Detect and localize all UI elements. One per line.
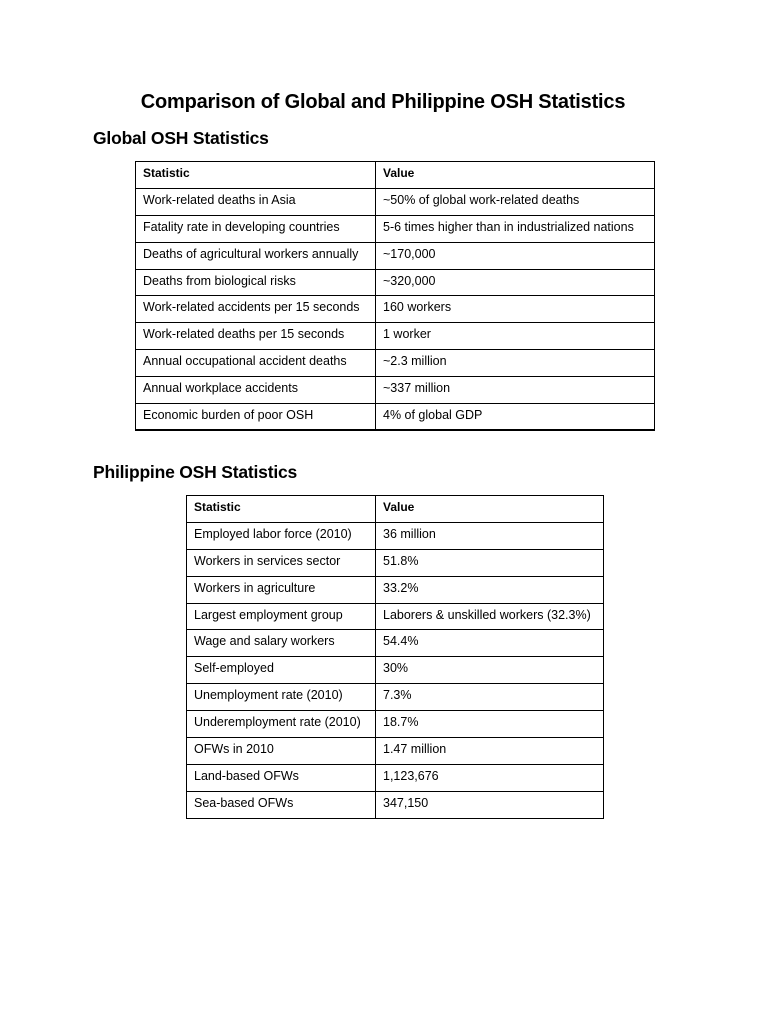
statistic-cell: Self-employed — [187, 657, 376, 684]
global-stats-table — [135, 161, 655, 431]
statistic-cell: Unemployment rate (2010) — [187, 684, 376, 711]
statistic-cell: Employed labor force (2010) — [187, 522, 376, 549]
table-row — [187, 603, 604, 630]
statistic-cell: Wage and salary workers — [187, 630, 376, 657]
table-row — [136, 269, 655, 296]
statistic-cell: Work-related deaths in Asia — [136, 188, 376, 215]
value-cell: 1 worker — [376, 323, 655, 350]
value-cell: ~50% of global work-related deaths — [376, 188, 655, 215]
table-row — [187, 576, 604, 603]
table-row — [136, 242, 655, 269]
table-row — [187, 764, 604, 791]
table-row — [187, 711, 604, 738]
table-row — [187, 630, 604, 657]
table-header-row — [187, 496, 604, 523]
table-row — [136, 350, 655, 377]
table-row — [187, 657, 604, 684]
value-cell: ~320,000 — [376, 269, 655, 296]
statistic-cell: Fatality rate in developing countries — [136, 215, 376, 242]
statistic-cell: OFWs in 2010 — [187, 738, 376, 765]
statistic-cell: Annual workplace accidents — [136, 377, 376, 404]
table-row — [187, 522, 604, 549]
value-cell: 4% of global GDP — [376, 404, 655, 431]
statistic-cell: Deaths from biological risks — [136, 269, 376, 296]
value-cell: 1.47 million — [376, 738, 604, 765]
value-cell: 1,123,676 — [376, 764, 604, 791]
value-cell: 36 million — [376, 522, 604, 549]
table-row — [187, 738, 604, 765]
value-cell: 160 workers — [376, 296, 655, 323]
philippine-stats-table — [186, 495, 604, 819]
column-header-statistic: Statistic — [136, 162, 376, 189]
statistic-cell: Workers in services sector — [187, 549, 376, 576]
value-cell: 7.3% — [376, 684, 604, 711]
value-cell: ~337 million — [376, 377, 655, 404]
value-cell: ~170,000 — [376, 242, 655, 269]
global-section-heading: Global OSH Statistics — [93, 128, 269, 148]
table-row — [136, 323, 655, 350]
statistic-cell: Work-related deaths per 15 seconds — [136, 323, 376, 350]
table-row — [136, 404, 655, 431]
table-row — [136, 188, 655, 215]
statistic-cell: Deaths of agricultural workers annually — [136, 242, 376, 269]
value-cell: Laborers & unskilled workers (32.3%) — [376, 603, 604, 630]
statistic-cell: Economic burden of poor OSH — [136, 404, 376, 431]
column-header-value: Value — [376, 496, 604, 523]
page-title: Comparison of Global and Philippine OSH Statistics — [140, 91, 626, 113]
table-row — [136, 215, 655, 242]
table-row — [187, 549, 604, 576]
value-cell: 30% — [376, 657, 604, 684]
value-cell: 5-6 times higher than in industrialized nations — [376, 215, 655, 242]
table-row — [187, 791, 604, 818]
table-row — [136, 377, 655, 404]
value-cell: 33.2% — [376, 576, 604, 603]
value-cell: 54.4% — [376, 630, 604, 657]
statistic-cell: Workers in agriculture — [187, 576, 376, 603]
table-row — [187, 684, 604, 711]
statistic-cell: Sea-based OFWs — [187, 791, 376, 818]
column-header-value: Value — [376, 162, 655, 189]
value-cell: 347,150 — [376, 791, 604, 818]
table-row — [136, 296, 655, 323]
column-header-statistic: Statistic — [187, 496, 376, 523]
philippine-section-heading: Philippine OSH Statistics — [93, 462, 298, 482]
statistic-cell: Annual occupational accident deaths — [136, 350, 376, 377]
value-cell: 51.8% — [376, 549, 604, 576]
value-cell: ~2.3 million — [376, 350, 655, 377]
statistic-cell: Land-based OFWs — [187, 764, 376, 791]
statistic-cell: Largest employment group — [187, 603, 376, 630]
statistic-cell: Underemployment rate (2010) — [187, 711, 376, 738]
statistic-cell: Work-related accidents per 15 seconds — [136, 296, 376, 323]
value-cell: 18.7% — [376, 711, 604, 738]
table-header-row — [136, 162, 655, 189]
